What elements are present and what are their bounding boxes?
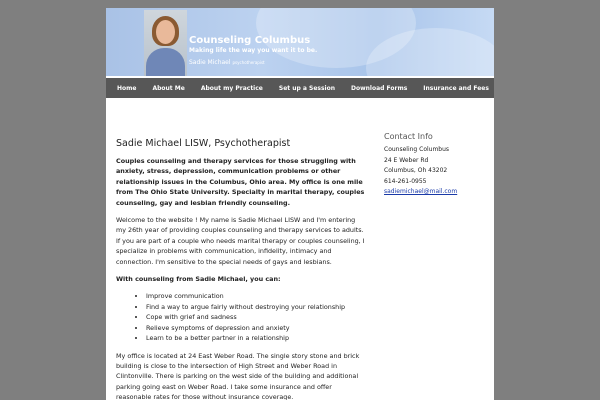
- list-item: • Relieve symptoms of depression and anxiety: [146, 323, 366, 333]
- list-item: • Improve communication: [146, 291, 366, 301]
- welcome-paragraph: Welcome to the website ! My name is Sadie Michael LISW and I'm entering my 26th year of providing couples counseling and therapy services to adults. If you are part of a couple who needs marital therapy or couples counseling, I specialize in problems with communication, infidelity, intimacy and connection. I'm sensitive to the special needs of gays and lesbians.: [116, 216, 365, 266]
- nav-home[interactable]: Home: [117, 84, 137, 92]
- sidebar-heading: Contact Info: [384, 132, 433, 141]
- header-banner: [106, 8, 494, 76]
- office-paragraph: My office is located at 24 East Weber Road. The single story stone and brick building is close to the intersection of High Street and Weber Road in Clintonville. There is parking on the west side of the building and additional parking going east on Weber Road. I take some insurance and offer reasonable rates for those without insurance coverage.: [116, 351, 360, 400]
- page-title: Sadie Michael LISW, Psychotherapist: [116, 138, 291, 149]
- page: [106, 8, 494, 400]
- benefits-list: [116, 291, 366, 343]
- main-nav: [106, 78, 494, 98]
- contact-city: Columbus, Oh 43202: [384, 167, 448, 174]
- contact-org: Counseling Columbus: [384, 146, 450, 153]
- list-item: • Cope with grief and sadness: [146, 312, 366, 322]
- site-owner: [189, 59, 265, 66]
- site-tagline: Making life the way you want it to be.: [189, 47, 318, 54]
- list-heading: With counseling from Sadie Michael, you can:: [116, 275, 281, 284]
- nav-about-practice[interactable]: About my Practice: [200, 84, 263, 92]
- list-item: • Learn to be a better partner in a relationship: [146, 333, 366, 343]
- intro-paragraph: Couples counseling and therapy services for those struggling with anxiety, stress, depression, communication problems or other relationship issues in the Columbus, Ohio area. My office is one mile from The Ohio State University. Specialty in marital therapy, couples counseling, gay and lesbian friendly counseling.: [116, 157, 365, 207]
- profile-photo: [144, 10, 187, 76]
- owner-name: Sadie Michael: [189, 59, 231, 66]
- main-content: [116, 138, 366, 400]
- contact-email-link[interactable]: sadiemichael@mail.com: [384, 188, 458, 195]
- nav-insurance-fees[interactable]: Insurance and Fees: [423, 84, 489, 92]
- site-title[interactable]: Counseling Columbus: [189, 35, 311, 46]
- owner-role: psychotherapist: [232, 60, 265, 65]
- nav-set-up-session[interactable]: Set up a Session: [278, 84, 335, 92]
- list-item: • Find a way to argue fairly without destroying your relationship: [146, 302, 366, 312]
- contact-phone: 614-261-0955: [384, 177, 427, 185]
- nav-download-forms[interactable]: Download Forms: [351, 84, 408, 92]
- sidebar: [384, 132, 492, 198]
- contact-street: 24 E Weber Rd: [384, 156, 429, 164]
- nav-about-me[interactable]: About Me: [152, 84, 185, 92]
